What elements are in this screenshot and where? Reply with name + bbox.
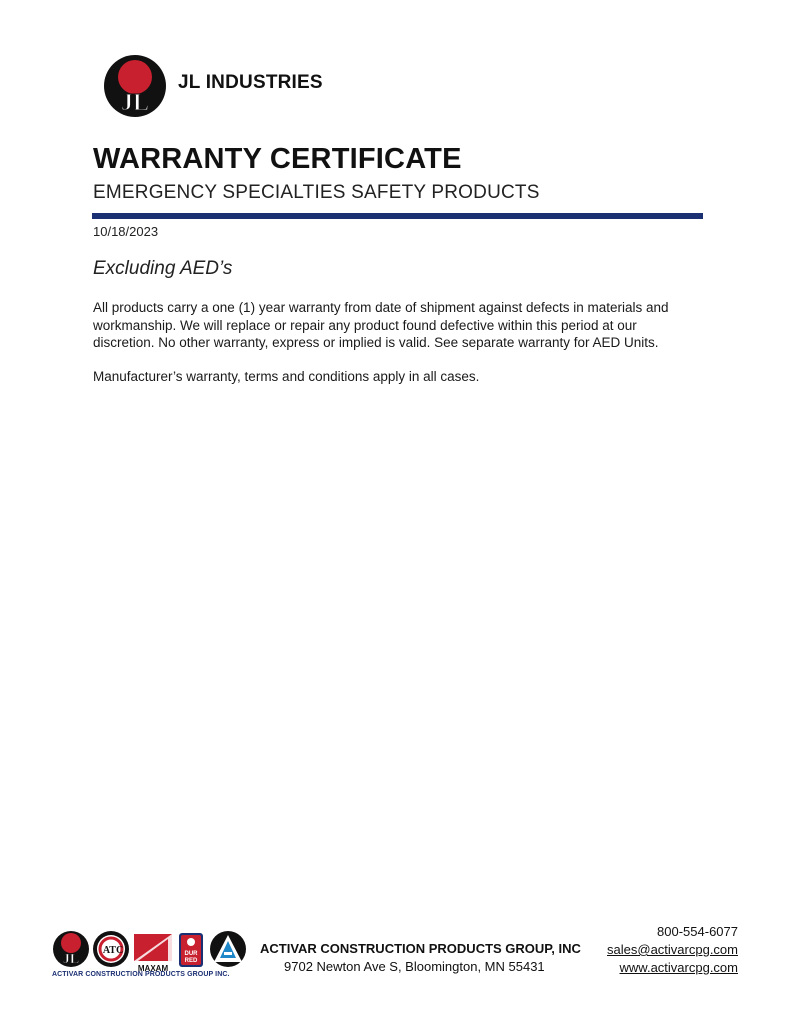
section-heading: Excluding AED’s xyxy=(93,258,233,279)
document-date: 10/18/2023 xyxy=(93,224,159,239)
footer-address: 9702 Newton Ave S, Bloomington, MN 55431 xyxy=(284,959,545,974)
jl-industries-logo xyxy=(103,54,167,118)
warranty-paragraph: All products carry a one (1) year warranty from date of shipment against defects in materials and workmanship. We will replace or repair any product found defective within this period at our discretion. No other warranty, express or implied is valid. See separate warranty for AED Units. xyxy=(93,300,669,350)
title-divider xyxy=(92,213,703,219)
footer-company-name: ACTIVAR CONSTRUCTION PRODUCTS GROUP, INC xyxy=(260,941,581,956)
footer-phone: 800-554-6077 xyxy=(657,924,738,939)
atc-brand-logo xyxy=(93,931,129,967)
footer-email-link[interactable]: sales@activarcpg.com xyxy=(607,942,738,957)
svg-text:DUR: DUR xyxy=(184,951,198,957)
company-name: JL INDUSTRIES xyxy=(178,72,323,93)
svg-text:JL: JL xyxy=(62,952,80,967)
jl-brand-logo xyxy=(53,931,89,967)
maxam-brand-logo xyxy=(134,934,172,973)
a-brand-logo xyxy=(210,931,246,967)
footer-website-link[interactable]: www.activarcpg.com xyxy=(619,960,738,975)
footer-contact xyxy=(607,923,738,977)
brand-logos-caption: ACTIVAR CONSTRUCTION PRODUCTS GROUP INC. xyxy=(52,971,230,978)
svg-text:RED: RED xyxy=(184,958,198,964)
svg-text:MAXAM: MAXAM xyxy=(137,964,169,973)
dur-red-brand-logo xyxy=(179,933,203,967)
terms-paragraph: Manufacturer’s warranty, terms and conditions apply in all cases. xyxy=(93,369,480,384)
document-title: WARRANTY CERTIFICATE xyxy=(93,143,462,175)
document-subtitle: EMERGENCY SPECIALTIES SAFETY PRODUCTS xyxy=(93,182,540,203)
svg-text:ATC: ATC xyxy=(102,945,124,956)
logo-lettering: JL xyxy=(120,90,150,116)
